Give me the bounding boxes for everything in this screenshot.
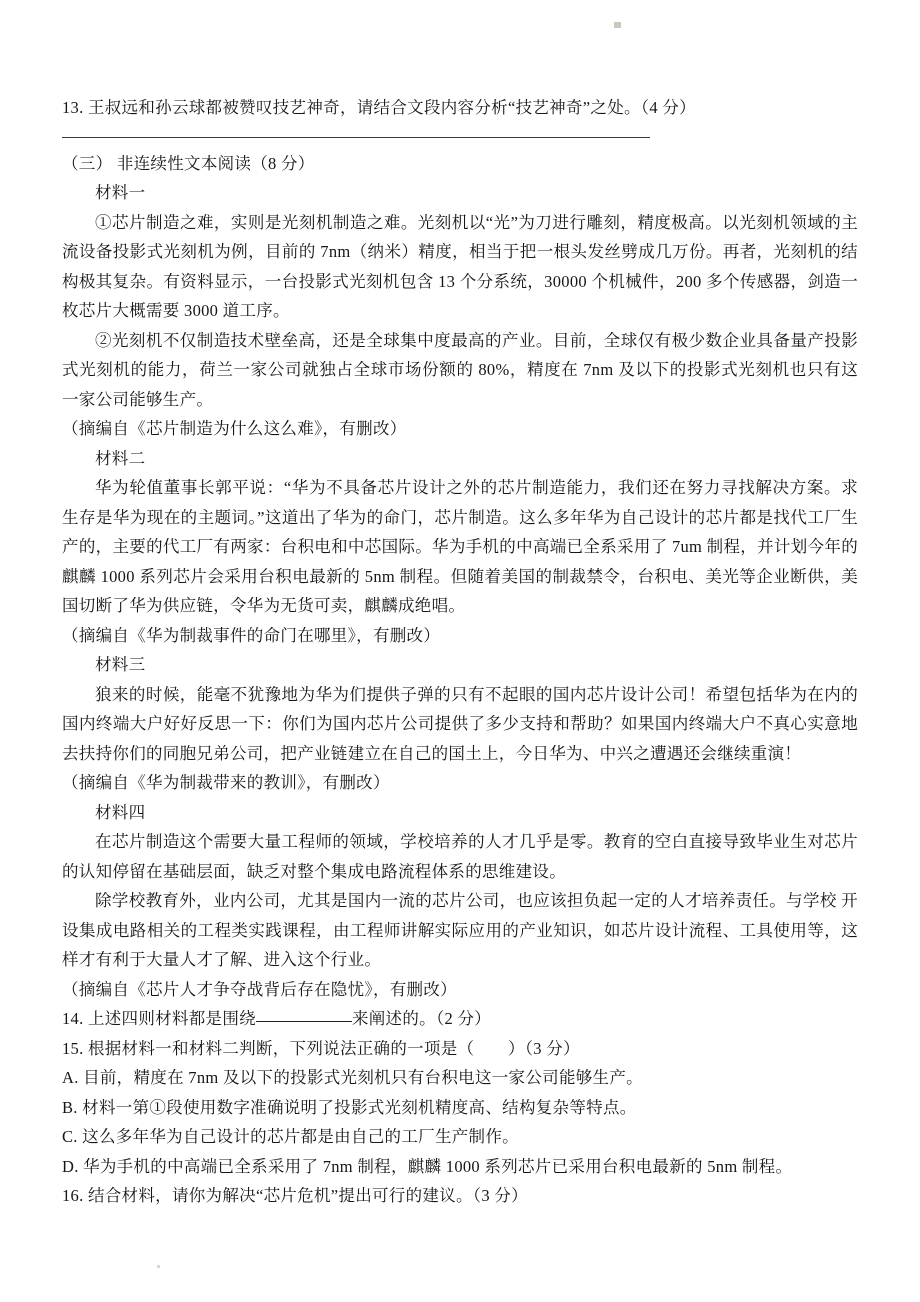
material-4-paragraph-2: 除学校教育外，业内公司，尤其是国内一流的芯片公司，也应该担负起一定的人才培养责任。与学校 开设集成电路相关的工程类实践课程，由工程师讲解实际应用的产业知识，如芯片设计流程、工具使用等，这样才有利于大量人才了解、进入这个行业。 bbox=[62, 891, 858, 969]
option-d: D. 华为手机的中高端已全系采用了 7nm 制程，麒麟 1000 系列芯片已采用台积电最新的 5nm 制程。 bbox=[62, 1156, 793, 1176]
material-2-label: 材料二 bbox=[95, 448, 146, 468]
material-2-source: （摘编自《华为制裁事件的命门在哪里》，有删改） bbox=[62, 625, 441, 645]
question-14-prefix: 14. 上述四则材料都是围绕 bbox=[62, 1009, 256, 1028]
material-4-paragraph-1: 在芯片制造这个需要大量工程师的领域，学校培养的人才几乎是零。教育的空白直接导致毕业生对芯片的认知停留在基础层面，缺乏对整个集成电路流程体系的思维建设。 bbox=[62, 832, 858, 881]
scan-artifact bbox=[614, 22, 621, 28]
material-1-label: 材料一 bbox=[95, 183, 146, 202]
material-4-label: 材料四 bbox=[95, 802, 146, 822]
material-1-paragraph-2: ②光刻机不仅制造技术壁垒高，还是全球集中度最高的产业。目前，全球仅有极少数企业具备量产投影式光刻机的能力，荷兰一家公司就独占全球市场份额的 80%，精度在 7nm 及以下的投影式光刻机也只有这一家公司能够生产。 bbox=[62, 330, 858, 409]
question-14 bbox=[62, 1004, 858, 1034]
material-3-label: 材料三 bbox=[95, 655, 146, 674]
question-16: 16. 结合材料，请你为解决“芯片危机”提出可行的建议。（3 分） bbox=[62, 1186, 528, 1205]
option-a: A. 目前，精度在 7nm 及以下的投影式光刻机只有台积电这一家公司能够生产。 bbox=[62, 1068, 643, 1087]
material-4-source: （摘编自《芯片人才争夺战背后存在隐忧》，有删改） bbox=[62, 979, 457, 999]
material-3-source: （摘编自《华为制裁带来的教训》，有删改） bbox=[62, 773, 390, 792]
material-1-source: （摘编自《芯片制造为什么这么难》，有删改） bbox=[62, 419, 407, 438]
option-b: B. 材料一第①段使用数字准确说明了投影式光刻机精度高、结构复杂等特点。 bbox=[62, 1097, 637, 1117]
question-14-suffix: 来阐述的。（2 分） bbox=[351, 1009, 492, 1028]
material-3-paragraph-1: 狼来的时候，能毫不犹豫地为华为们提供子弹的只有不起眼的国内芯片设计公司！希望包括华为在内的国内终端大户好好反思一下：你们为国内芯片公司提供了多少支持和帮助？如果国内终端大户不真心实意地去扶持你们的同胞兄弟公司，把产业链建立在自己的国土上，今日华为、中兴之遭遇还会继续重演！ bbox=[62, 684, 858, 763]
answer-blank bbox=[256, 1019, 352, 1022]
question-13: 13. 王叔远和孙云球都被赞叹技艺神奇，请结合文段内容分析“技艺神奇”之处。（4 分） bbox=[62, 98, 696, 117]
material-1-paragraph-1: ①芯片制造之难，实则是光刻机制造之难。光刻机以“光”为刀进行雕刻，精度极高。以光刻机领域的主流设备投影式光刻机为例，目前的 7nm（纳米）精度，相当于把一根头发丝劈成几万份。再者，光刻机的结构极其复杂。有资料显示，一台投影式光刻机包含 13 个分系统，30000 个机械件，200 多个传感器，剑造一枚芯片大概需要 3000 道工序。 bbox=[62, 212, 858, 320]
question-15: 15. 根据材料一和材料二判断，下列说法正确的一项是（ ）（3 分） bbox=[62, 1038, 580, 1058]
material-2-paragraph-1: 华为轮值董事长郭平说：“华为不具备芯片设计之外的芯片制造能力，我们还在努力寻找解决方案。求生存是华为现在的主题词。”这道出了华为的命门，芯片制造。这么多年华为自己设计的芯片都是找代工厂生产的，主要的代工厂有两家：台积电和中芯国际。华为手机的中高端已全系采用了 7um 制程，并计划今年的麒麟 1000 系列芯片会采用台积电最新的 5nm 制程。但随着美国的制裁禁令，台积电、美光等企业断供，美国切断了华为供应链，令华为无货可卖，麒麟成绝唱。 bbox=[62, 478, 858, 615]
option-c: C. 这么多年华为自己设计的芯片都是由自己的工厂生产制作。 bbox=[62, 1127, 519, 1146]
section-title: （三） 非连续性文本阅读（8 分） bbox=[62, 153, 315, 173]
answer-line bbox=[62, 137, 650, 138]
scan-artifact bbox=[157, 1265, 160, 1268]
